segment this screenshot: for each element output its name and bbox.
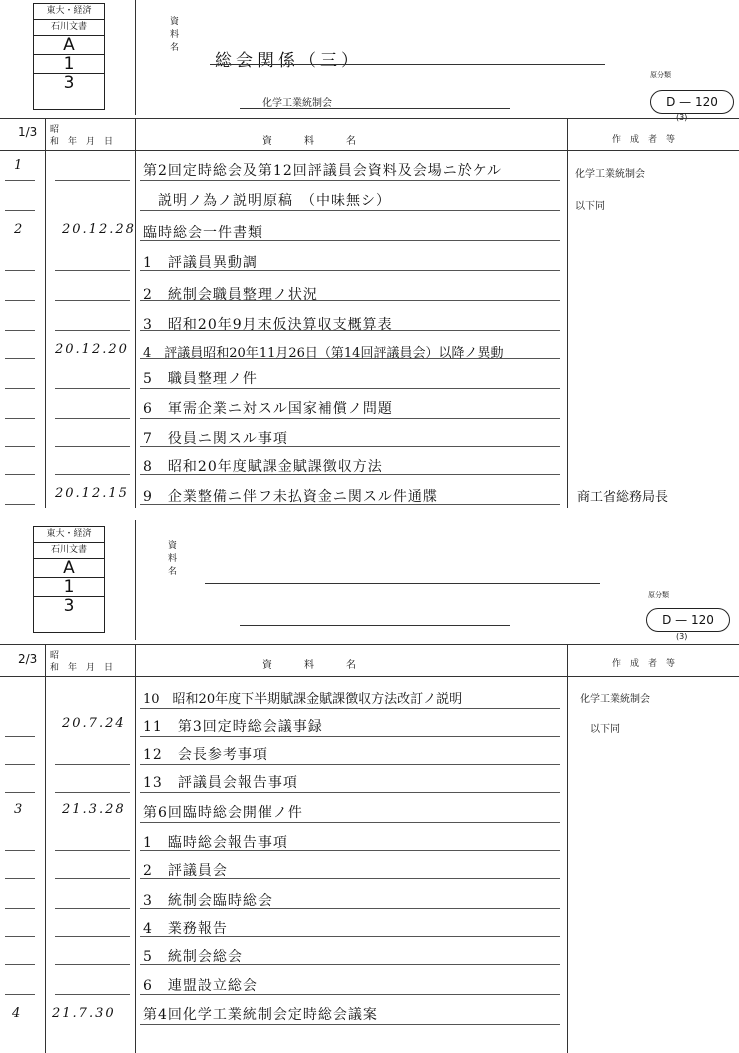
stamp-number-1: 1 (34, 55, 104, 74)
row-date: 20.7.24 (62, 716, 126, 731)
row-date: 20.12.20 (55, 342, 129, 357)
row-author: 化学工業統制会 (575, 169, 645, 180)
era-label: 昭 (50, 125, 60, 135)
name-header: 資 料 名 (262, 660, 360, 671)
table-row-text: 6 連盟設立総会 (143, 978, 258, 994)
row-num: 4 (12, 1006, 21, 1021)
table-row-text: 4 評議員昭和20年11月26日（第14回評議員会）以降ノ異動 (143, 346, 504, 361)
table-row-text: 2 統制会職員整理ノ状況 (143, 287, 318, 303)
era-label: 昭 (50, 651, 60, 661)
row-date: 20.12.28 (62, 222, 136, 237)
table-row-text: 5 職員整理ノ件 (143, 371, 258, 387)
classification-sub: (3) (676, 632, 688, 641)
row-date: 21.7.30 (52, 1006, 116, 1021)
author-header: 作 成 者 等 (612, 659, 676, 669)
table-row-text: 第4回化学工業統制会定時総会議案 (143, 1007, 378, 1023)
table-row-text: 12 会長参考事項 (143, 747, 268, 763)
row-num: 1 (14, 158, 23, 173)
row-author: 以下同 (575, 201, 605, 212)
table-row-text: 10 昭和20年度下半期賦課金賦課徴収方法改訂ノ説明 (143, 692, 463, 707)
stamp-number-2: 3 (63, 596, 75, 616)
stamp-collection: 石川文書 (34, 20, 104, 36)
classification-code: D — 120 (646, 608, 730, 632)
date-header: 和 年 月 日 (50, 137, 114, 147)
classification-code: D — 120 (650, 90, 734, 114)
table-row-text: 9 企業整備ニ伴フ未払資金ニ関スル件通牒 (143, 489, 438, 505)
row-num: 2 (14, 222, 23, 237)
stamp-letter: A (34, 36, 104, 55)
sheet-number: 2/3 (18, 652, 38, 666)
table-row-text: 説明ノ為ノ説明原稿 （中味無シ） (143, 193, 391, 209)
row-author: 化学工業統制会 (580, 694, 650, 705)
org-name: 化学工業統制会 (262, 98, 332, 109)
row-date: 20.12.15 (55, 486, 129, 501)
classification-label: 原分類 (650, 71, 671, 79)
shiryo-label: 資 料 名 (170, 17, 180, 53)
table-row-text: 6 軍需企業ニ対スル国家補償ノ問題 (143, 401, 393, 417)
stamp-number-1: 1 (34, 578, 104, 597)
stamp-number-2: 3 (63, 73, 75, 93)
table-row-text: 11 第3回定時総会議事録 (143, 719, 323, 735)
table-row-text: 4 業務報告 (143, 921, 228, 937)
stamp-org: 東大・経済 (34, 527, 104, 543)
row-author: 以下同 (590, 724, 620, 735)
table-row-text: 8 昭和20年度賦課金賦課徴収方法 (143, 459, 383, 475)
name-header: 資 料 名 (262, 136, 360, 147)
document-title: 総会関係（三） (215, 51, 362, 71)
table-row-text: 7 役員ニ関スル事項 (143, 431, 288, 447)
table-row-text: 2 評議員会 (143, 863, 228, 879)
table-row-text: 第2回定時総会及第12回評議員会資料及会場ニ於ケル (143, 163, 503, 179)
stamp-letter: A (34, 559, 104, 578)
row-num: 3 (14, 802, 23, 817)
classification-label: 原分類 (648, 591, 669, 599)
sheet-number: 1/3 (18, 125, 38, 139)
stamp-org: 東大・経済 (34, 4, 104, 20)
author-header: 作 成 者 等 (612, 135, 676, 145)
table-row-text: 臨時総会一件書類 (143, 225, 263, 241)
table-row-text: 3 昭和20年9月末仮決算収支概算表 (143, 317, 393, 333)
table-row-text: 3 統制会臨時総会 (143, 893, 273, 909)
row-author: 商工省総務局長 (577, 490, 669, 505)
archive-stamp-1 (33, 3, 105, 110)
date-header: 和 年 月 日 (50, 663, 114, 673)
stamp-collection: 石川文書 (34, 543, 104, 559)
classification-sub: (3) (676, 113, 688, 122)
row-date: 21.3.28 (62, 802, 126, 817)
table-row-text: 13 評議員会報告事項 (143, 775, 298, 791)
shiryo-label: 資 料 名 (168, 541, 178, 577)
archive-stamp-2 (33, 526, 105, 633)
table-row-text: 5 統制会総会 (143, 949, 243, 965)
table-row-text: 1 評議員異動調 (143, 255, 258, 271)
table-row-text: 第6回臨時総会開催ノ件 (143, 805, 303, 821)
table-row-text: 1 臨時総会報告事項 (143, 835, 288, 851)
